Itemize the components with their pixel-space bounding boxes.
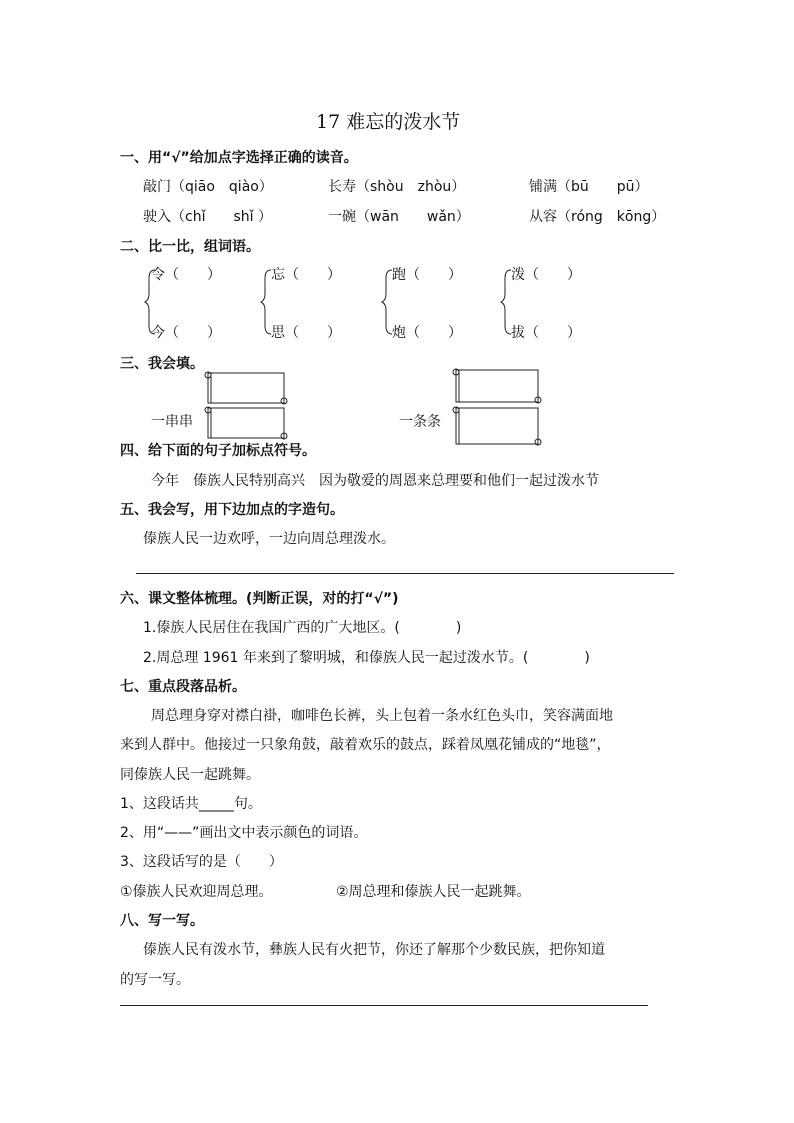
section-2-heading: 二、比一比，组词语。 xyxy=(120,239,260,255)
question-1: 1、这段话共_____句。 xyxy=(120,796,262,812)
section-7-heading: 七、重点段落品析。 xyxy=(120,679,246,695)
compare-word-bottom: 思（ ） xyxy=(271,325,341,341)
section-4-heading: 四、给下面的句子加标点符号。 xyxy=(120,443,316,459)
writing-prompt-line: 傣族人民有泼水节，彝族人民有火把节，你还了解那个少数民族，把你知道 xyxy=(143,942,605,958)
judge-item: 2.周总理 1961 年来到了黎明城，和傣族人民一起过泼水节。( ) xyxy=(143,650,590,666)
pinyin-item: 长寿（shòu zhòu） xyxy=(328,179,466,195)
judge-item: 1.傣族人民居住在我国广西的广大地区。( ) xyxy=(143,620,462,636)
pinyin-item: 一碗（wān wǎn） xyxy=(328,209,470,225)
compare-word-top: 忘（ ） xyxy=(271,267,341,283)
compare-word-bottom: 拔（ ） xyxy=(511,325,581,341)
answer-line[interactable] xyxy=(136,573,674,574)
fill-label-left: 一串串 xyxy=(151,414,193,430)
scroll-box-right-bottom[interactable] xyxy=(450,404,544,448)
section-1-heading: 一、用“√”给加点字选择正确的读音。 xyxy=(120,150,358,166)
option-1: ①傣族人民欢迎周总理。 xyxy=(120,884,273,900)
pinyin-item: 从容（róng kōng） xyxy=(529,209,666,225)
answer-line[interactable] xyxy=(120,1005,648,1006)
compare-word-top: 跑（ ） xyxy=(392,267,462,283)
example-sentence: 傣族人民一边欢呼，一边向周总理泼水。 xyxy=(143,531,395,547)
fill-label-right: 一条条 xyxy=(399,414,441,430)
writing-prompt-line: 的写一写。 xyxy=(120,972,190,988)
question-3: 3、这段话写的是（ ） xyxy=(120,854,283,870)
section-3-heading: 三、我会填。 xyxy=(120,356,204,372)
punctuation-sentence: 今年 傣族人民特别高兴 因为敬爱的周恩来总理要和他们一起过泼水节 xyxy=(151,473,599,489)
compare-word-top: 泼（ ） xyxy=(511,267,581,283)
scroll-box-right-top[interactable] xyxy=(450,366,544,406)
section-6-heading: 六、课文整体梳理。(判断正误，对的打“√”) xyxy=(120,591,399,607)
option-2: ②周总理和傣族人民一起跳舞。 xyxy=(336,884,531,900)
question-2: 2、用“——”画出文中表示颜色的词语。 xyxy=(120,825,368,841)
passage-line: 来到人群中。他接过一只象角鼓，敲着欢乐的鼓点，踩着凤凰花铺成的“地毯”， xyxy=(120,737,611,753)
passage-line: 同傣族人民一起跳舞。 xyxy=(120,767,260,783)
pinyin-item: 敲门（qiāo qiào） xyxy=(143,179,273,195)
scroll-box-left-top[interactable] xyxy=(202,369,290,405)
passage-line: 周总理身穿对襟白褂，咖啡色长裤，头上包着一条水红色头巾，笑容满面地 xyxy=(151,708,613,724)
section-5-heading: 五、我会写，用下边加点的字造句。 xyxy=(120,502,344,518)
page-title: 17 难忘的泼水节 xyxy=(316,111,461,133)
section-8-heading: 八、写一写。 xyxy=(120,913,204,929)
pinyin-item: 铺满（bū pū） xyxy=(529,179,649,195)
compare-word-bottom: 炮（ ） xyxy=(392,325,462,341)
pinyin-item: 驶入（chǐ shǐ ） xyxy=(143,209,272,225)
compare-word-bottom: 今（ ） xyxy=(151,325,221,341)
scroll-box-left-bottom[interactable] xyxy=(202,404,290,440)
compare-word-top: 令（ ） xyxy=(151,267,221,283)
